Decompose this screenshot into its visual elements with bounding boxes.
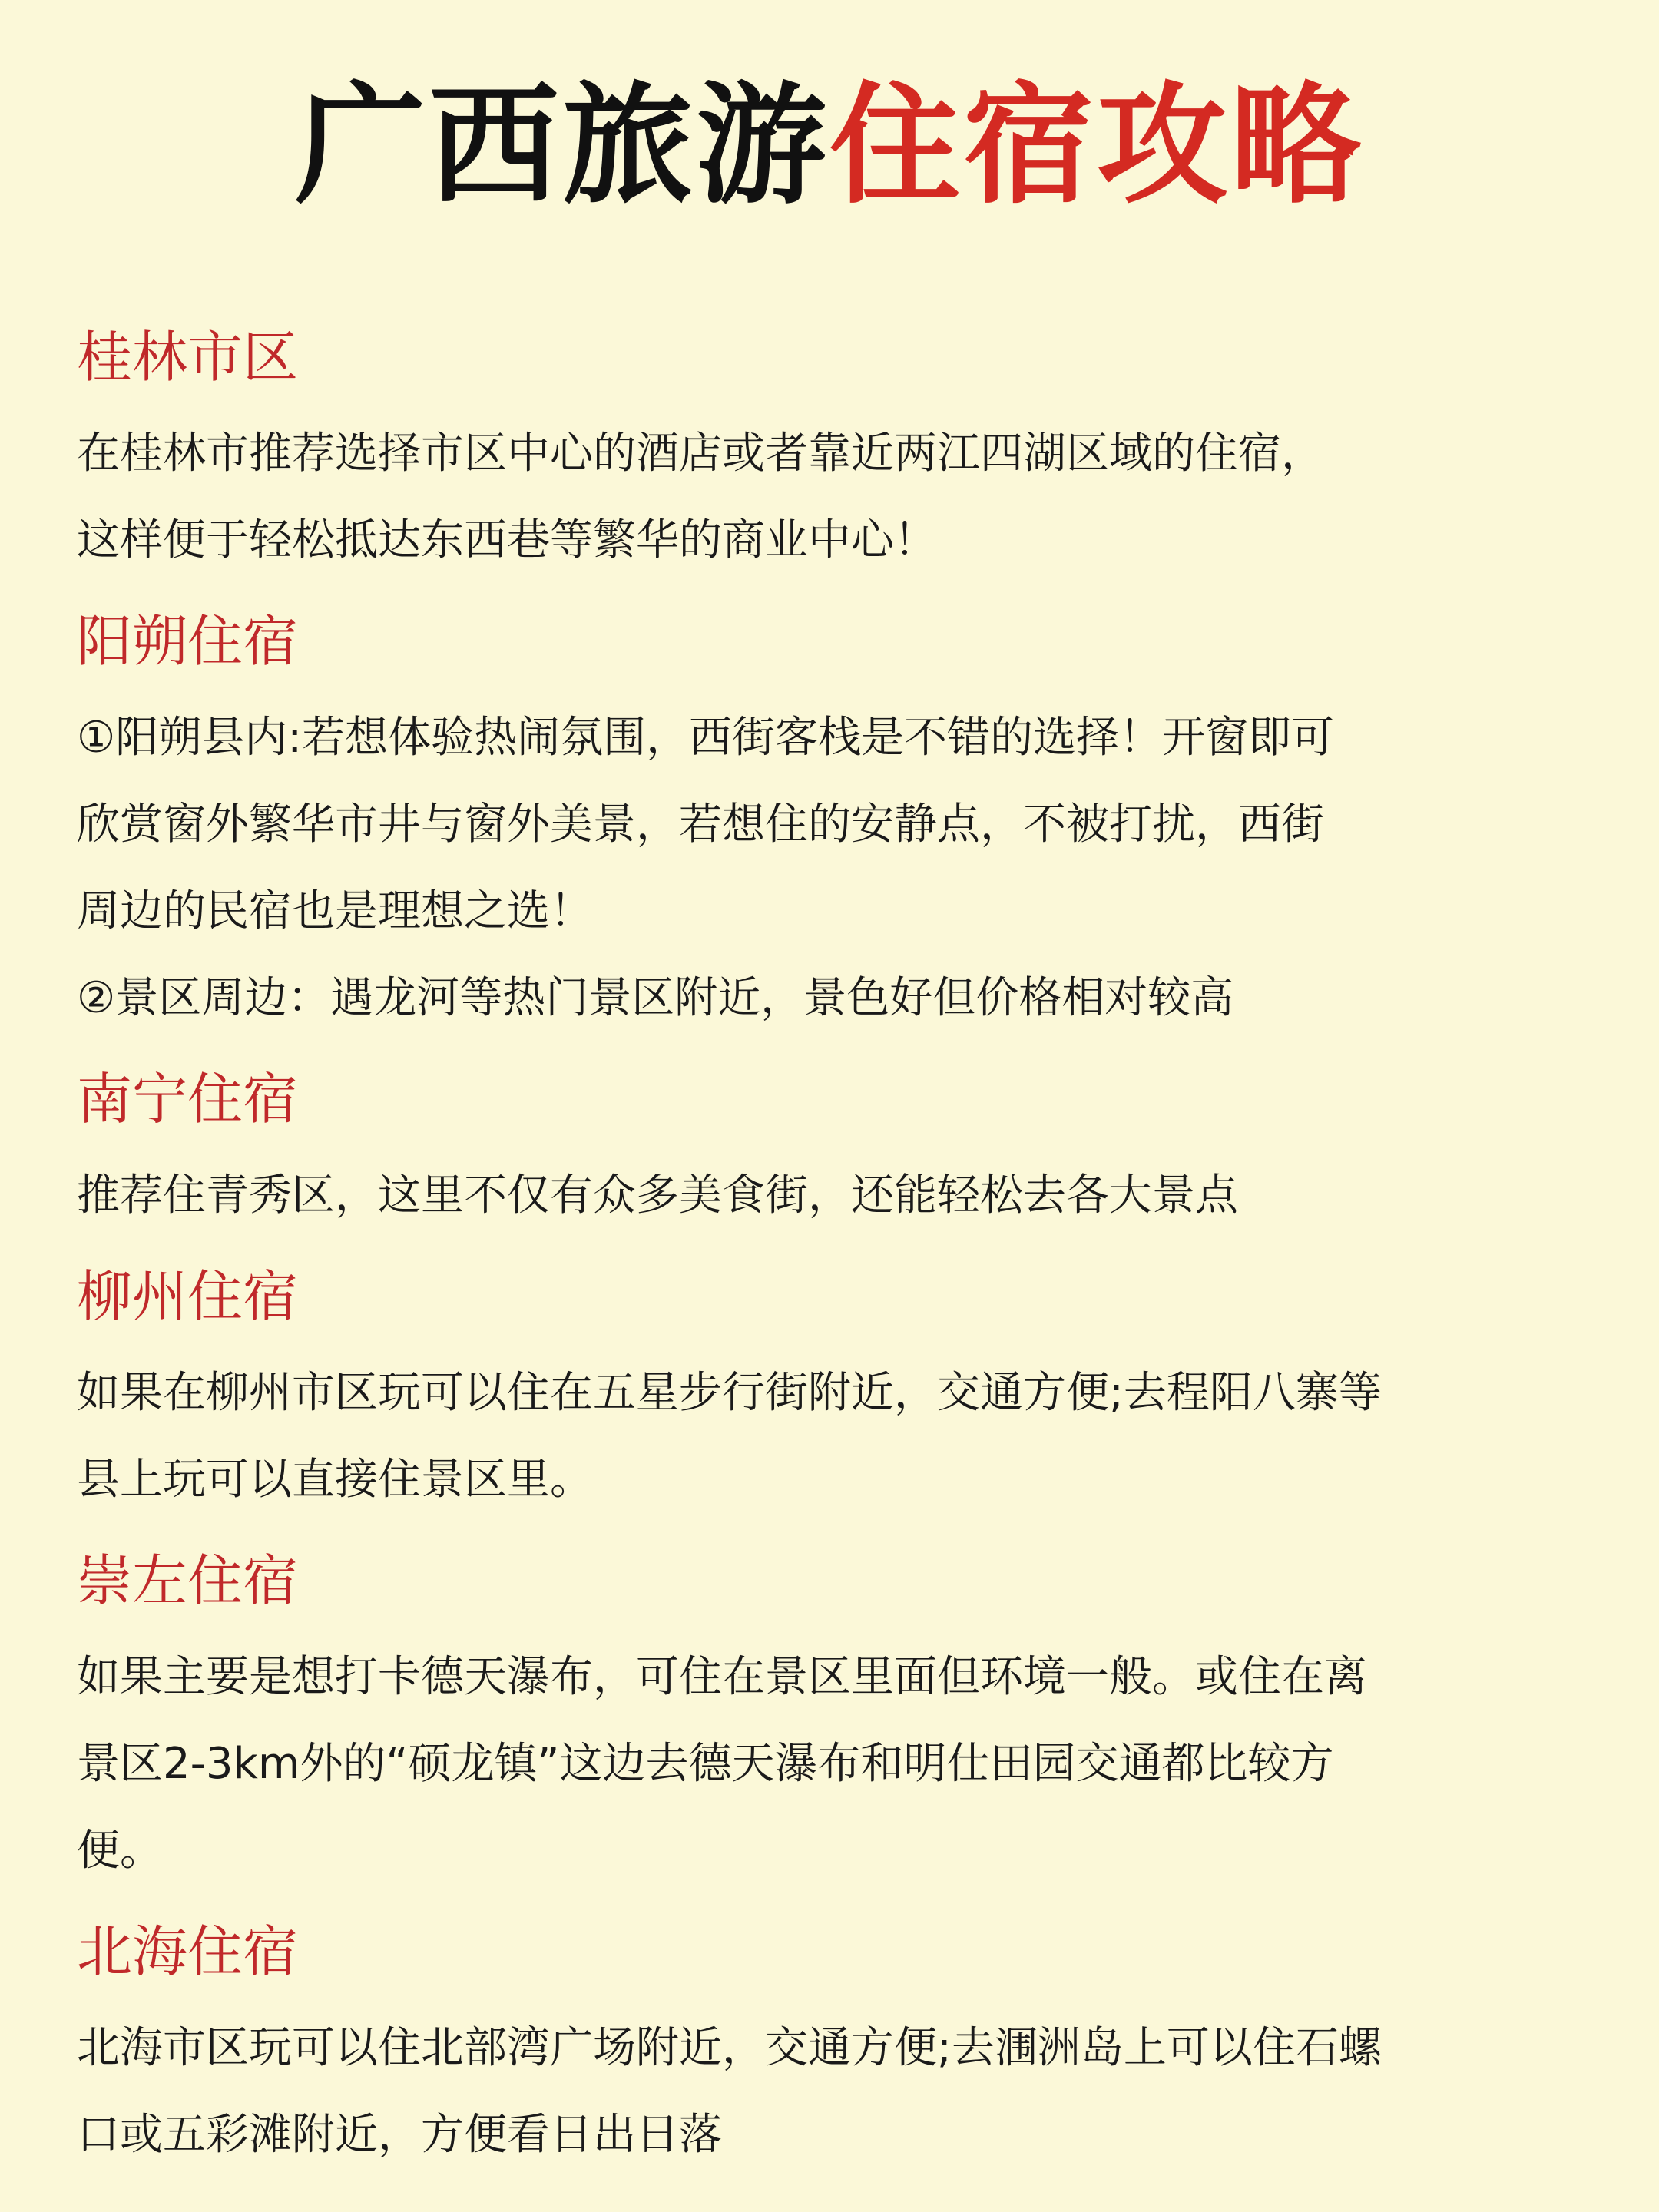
body-line: 欣赏窗外繁华市井与窗外美景，若想住的安静点，不被打扰，西街 [77,800,1324,849]
body-line: 这样便于轻松抵达东西巷等繁华的商业中心！ [77,515,937,565]
body-line: 如果主要是想打卡德天瀑布，可住在景区里面但环境一般。或住在离 [77,1652,1367,1702]
body-line: 在桂林市推荐选择市区中心的酒店或者靠近两江四湖区域的住宿， [77,429,1324,478]
title-red-part: 住宿攻略 [830,70,1365,222]
section-heading: 崇左住宿 [77,1548,299,1613]
section-body [77,2005,1582,2178]
body-line: 推荐住青秀区，这里不仅有众多美食街，还能轻松去各大景点 [77,1171,1238,1220]
section-guilin [77,323,1582,584]
body-line: 北海市区玩可以住北部湾广场附近，交通方便;去涠洲岛上可以住石螺 [77,2023,1382,2073]
section-nanning [77,1065,1582,1239]
section-heading: 南宁住宿 [77,1067,299,1131]
section-body [77,694,1582,1041]
body-line: 便。 [77,1826,163,1876]
section-heading: 北海住宿 [77,1919,299,1984]
body-line: 景区2-3km外的“硕龙镇”这边去德天瀑布和明仕田园交通都比较方 [77,1739,1334,1789]
section-chongzuo [77,1546,1582,1894]
body-line: 口或五彩滩附近，方便看日出日落 [77,2110,722,2160]
section-body [77,1349,1582,1523]
body-line: 县上玩可以直接住景区里。 [77,1455,593,1505]
title-black-part: 广西旅游 [294,70,830,222]
body-line: 如果在柳州市区玩可以住在五星步行街附近，交通方便;去程阳八寨等 [77,1368,1382,1418]
section-heading: 阳朔住宿 [77,609,299,674]
section-liuzhou [77,1262,1582,1523]
body-line: ②景区周边：遇龙河等热门景区附近，景色好但价格相对较高 [77,973,1234,1023]
section-body [77,410,1582,584]
section-heading: 柳州住宿 [77,1264,299,1329]
section-body [77,1152,1582,1239]
section-body [77,1634,1582,1894]
body-line: 周边的民宿也是理想之选！ [77,886,593,936]
page-title [77,69,1582,223]
section-beihai [77,1917,1582,2178]
body-line: ①阳朔县内:若想体验热闹氛围，西街客栈是不错的选择！开窗即可 [77,713,1335,763]
section-yangshuo [77,607,1582,1041]
section-heading: 桂林市区 [77,325,299,389]
